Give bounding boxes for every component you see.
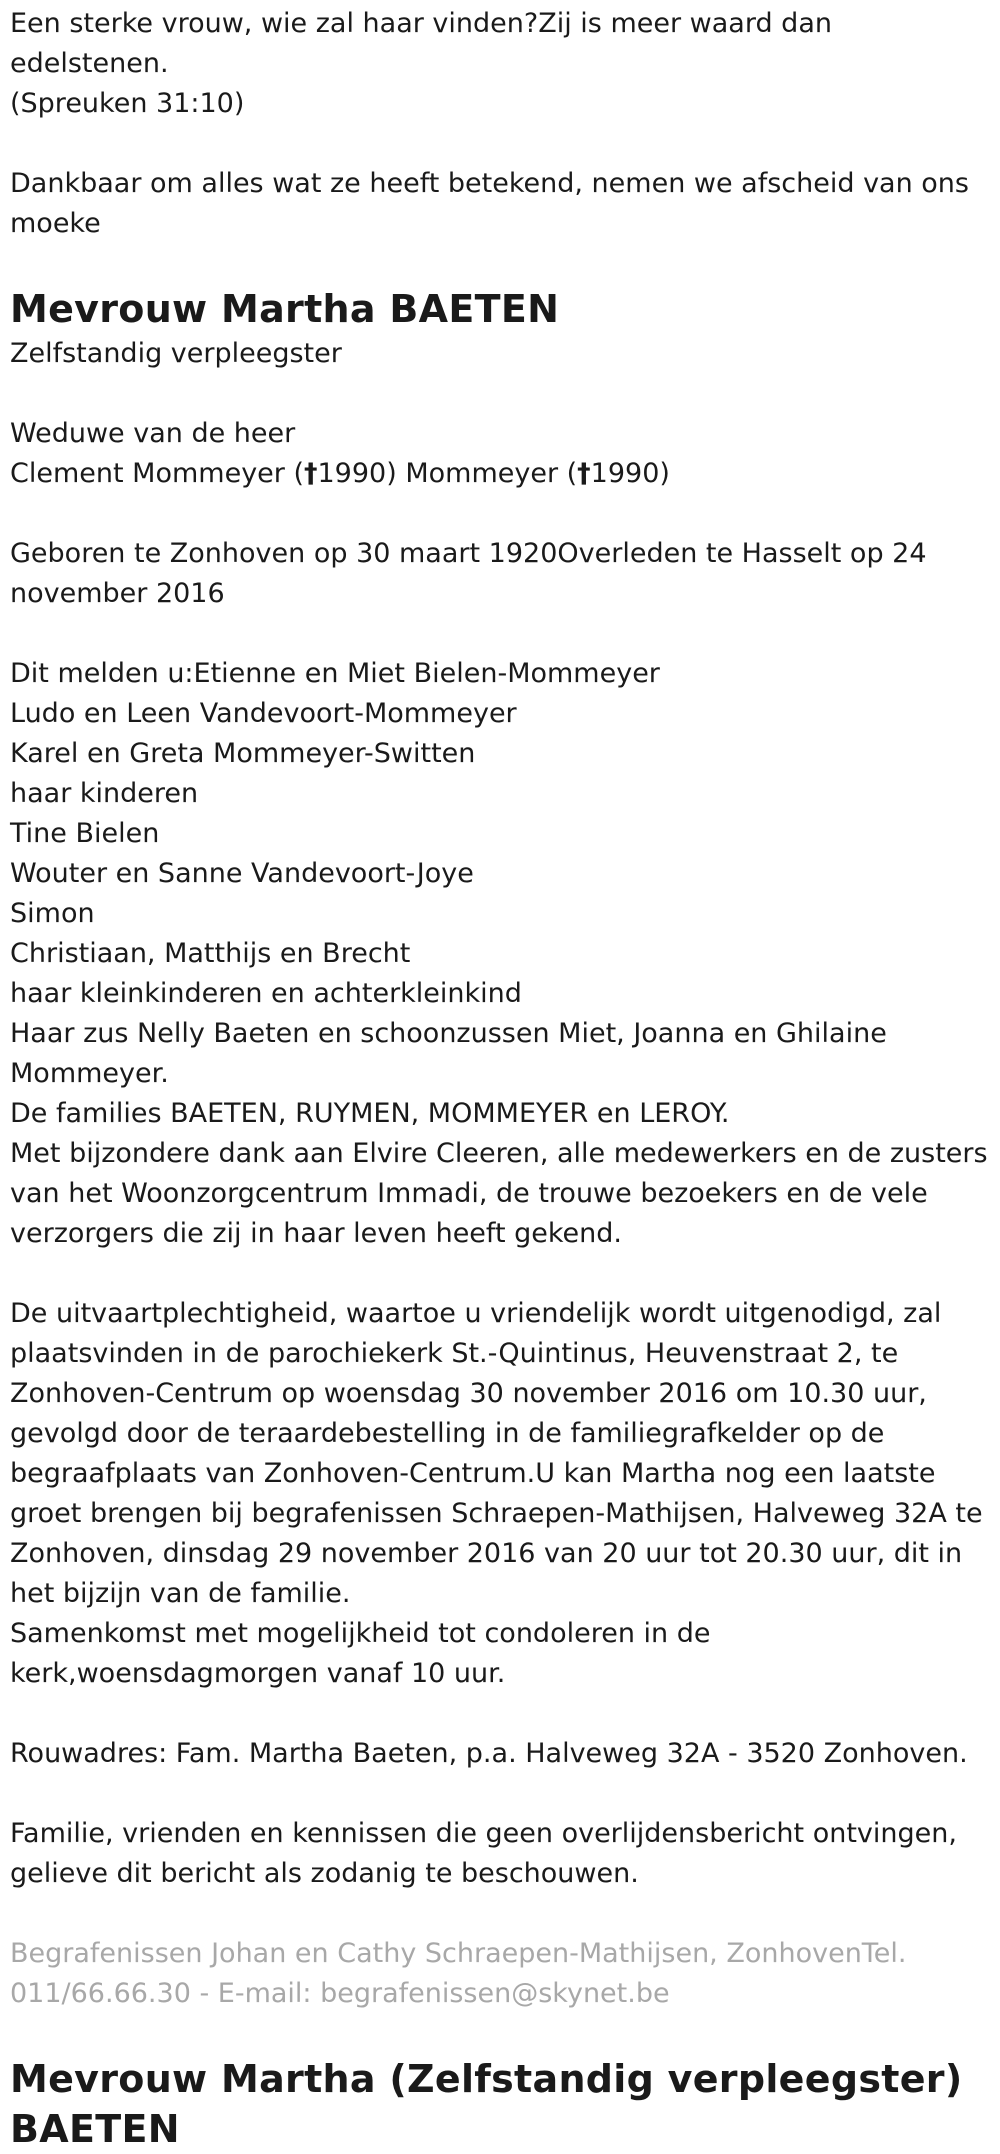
announcement-line: haar kinderen: [10, 778, 199, 809]
gratitude-text: Dankbaar om alles wat ze heeft betekend, nemen we afscheid van ons moeke: [10, 168, 969, 239]
announcement-list: [10, 654, 990, 1254]
announcement-line: Simon: [10, 898, 95, 929]
announcement-line: De families BAETEN, RUYMEN, MOMMEYER en LEROY.: [10, 1098, 730, 1129]
announcement-line: Karel en Greta Mommeyer-Switten: [10, 738, 476, 769]
notice-text: Familie, vrienden en kennissen die geen overlijdensbericht ontvingen, gelieve dit bericht als zodanig te beschouwen.: [10, 1818, 957, 1889]
birth-death: Geboren te Zonhoven op 30 maart 1920Overleden te Hasselt op 24 november 2016: [10, 538, 927, 609]
spouse-intro: Weduwe van de heer: [10, 418, 296, 449]
announcement-line: Dit melden u:Etienne en Miet Bielen-Mommeyer: [10, 658, 660, 689]
announcement-line: Tine Bielen: [10, 818, 160, 849]
announcement-line: Met bijzondere dank aan Elvire Cleeren, alle medewerkers en de zusters van het Woonzorgcentrum Immadi, de trouwe bezoekers en de vele verzorgers die zij in haar leven heeft gekend.: [10, 1138, 988, 1249]
spouse-year: 1990): [590, 458, 670, 489]
gathering-text: Samenkomst met mogelijkheid tot condoleren in de kerk,woensdagmorgen vanaf 10 uur.: [10, 1618, 711, 1689]
announcement-line: Wouter en Sanne Vandevoort-Joye: [10, 858, 474, 889]
mourning-address: Rouwadres: Fam. Martha Baeten, p.a. Halveweg 32A - 3520 Zonhoven.: [10, 1738, 968, 1769]
occupation: Zelfstandig verpleegster: [10, 338, 342, 369]
announcement-line: Haar zus Nelly Baeten en schoonzussen Miet, Joanna en Ghilaine Mommeyer.: [10, 1018, 887, 1089]
deceased-name: Mevrouw Martha BAETEN: [10, 287, 560, 331]
spouse-line: [10, 454, 990, 494]
ceremony-text: De uitvaartplechtigheid, waartoe u vriendelijk wordt uitgenodigd, zal plaatsvinden in de parochiekerk St.-Quintinus, Heuvenstraat 2, te Zonhoven-Centrum op woensdag 30 november 2016 om 10.30 uur, gevolgd door de teraardebestelling in de familiegrafkelder op de begraafplaats van Zonhoven-Centrum.U kan Martha nog een laatste groet brengen bij begrafenissen Schraepen-Mathijsen, Halveweg 32A te Zonhoven, dinsdag 29 november 2016 van 20 uur tot 20.30 uur, dit in het bijzijn van de familie.: [10, 1298, 983, 1609]
spouse-name: Clement Mommeyer (: [10, 458, 304, 489]
dagger-icon: †: [577, 458, 591, 489]
dagger-icon: †: [304, 458, 318, 489]
footer-title: Mevrouw Martha (Zelfstandig verpleegster) BAETEN: [10, 2057, 963, 2151]
spouse-year: 1990) Mommeyer (: [317, 458, 578, 489]
announcement-line: Christiaan, Matthijs en Brecht: [10, 938, 411, 969]
funeral-home-info: Begrafenissen Johan en Cathy Schraepen-Mathijsen, ZonhovenTel. 011/66.66.30 - E-mail: begrafenissen@skynet.be: [10, 1938, 907, 2009]
announcement-line: Ludo en Leen Vandevoort-Mommeyer: [10, 698, 517, 729]
bible-quote: Een sterke vrouw, wie zal haar vinden?Zij is meer waard dan edelstenen.: [10, 8, 832, 79]
announcement-line: haar kleinkinderen en achterkleinkind: [10, 978, 522, 1009]
bible-reference: (Spreuken 31:10): [10, 88, 245, 119]
